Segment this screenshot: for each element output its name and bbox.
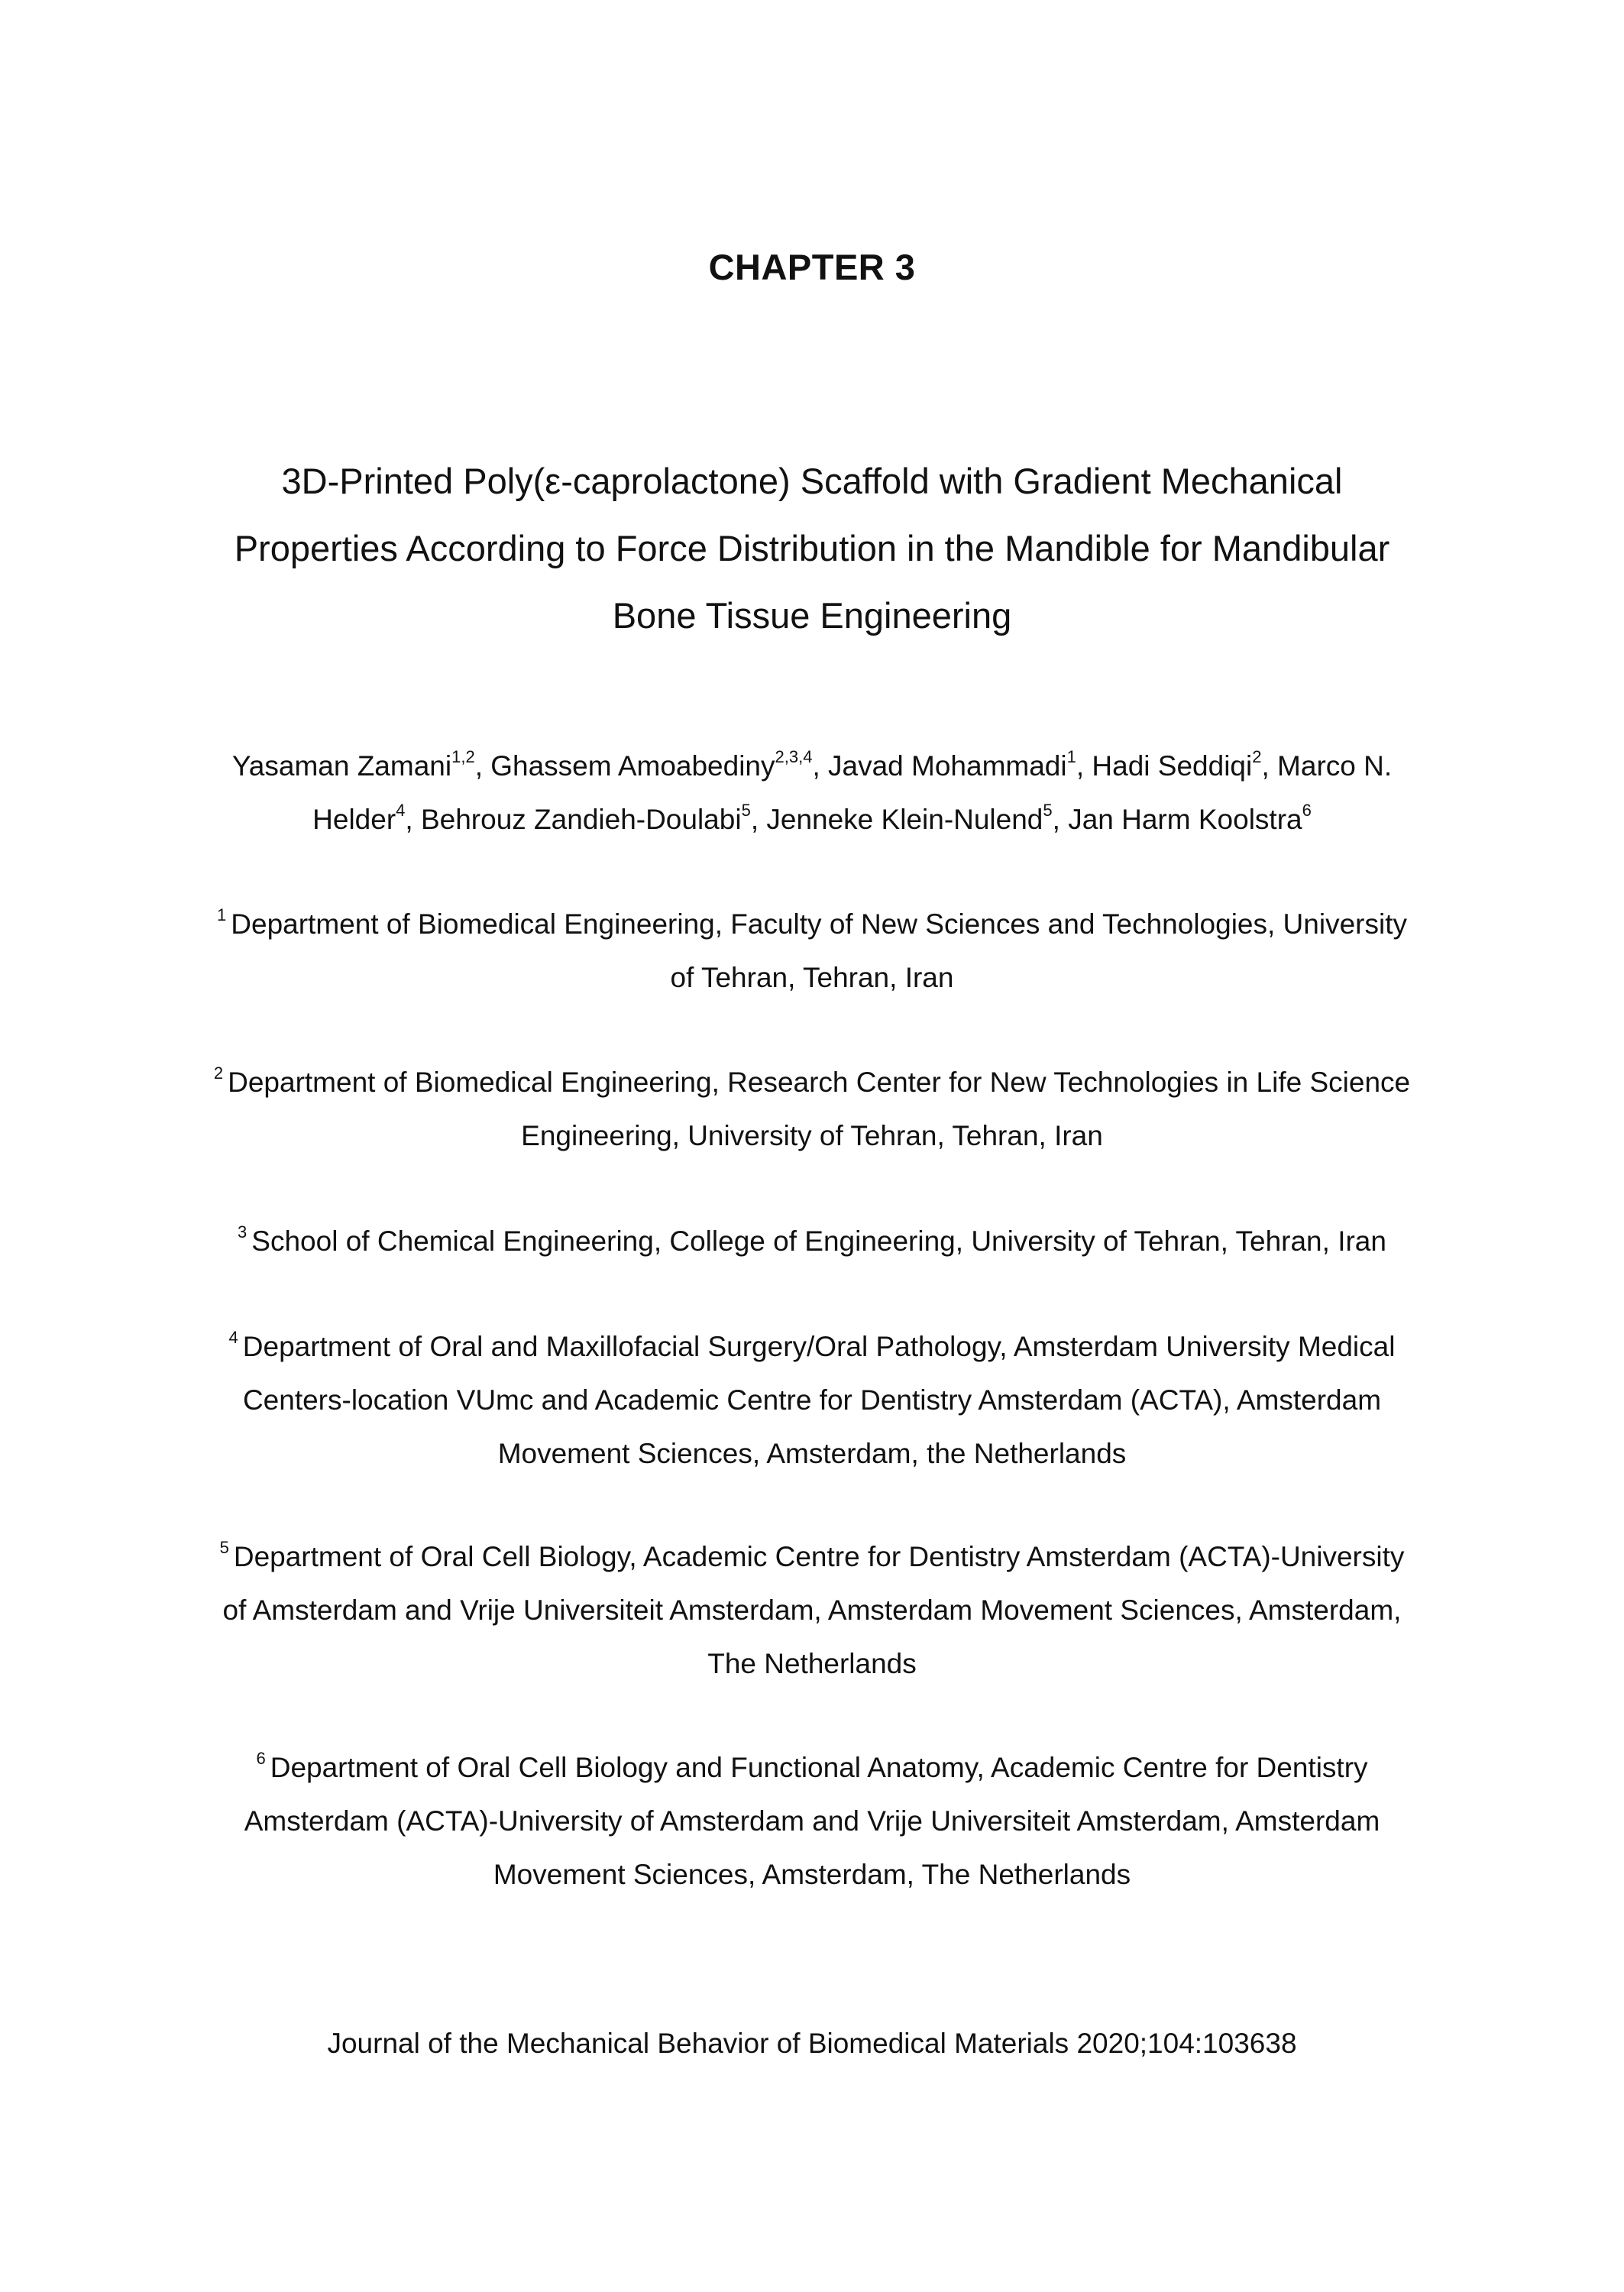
affiliation-1	[115, 898, 1509, 1005]
author-name: Hadi Seddiqi	[1092, 750, 1253, 782]
affiliation-text: School of Chemical Engineering, College of Engineering, University of Tehran, Tehran, Iran	[251, 1225, 1386, 1257]
affiliation-number: 1	[217, 905, 227, 924]
author-affiliation-sup: 1,2	[451, 746, 475, 766]
affiliation-text: of Tehran, Tehran, Iran	[670, 962, 954, 993]
author-name: Jan Harm Koolstra	[1068, 804, 1302, 835]
affiliation-4	[115, 1320, 1509, 1481]
author-line: Helder$^4$, Behrouz Zandieh-Doulabi$^5$, Jenneke Klein-Nulend$^5$, Jan Harm Koolstra$^6$	[312, 800, 1312, 835]
author-list	[115, 740, 1509, 847]
affiliation-text: Amsterdam (ACTA)-University of Amsterdam and Vrije Universiteit Amsterdam, Amsterdam	[244, 1805, 1380, 1837]
affiliation-text: Engineering, University of Tehran, Tehran, Iran	[521, 1120, 1103, 1151]
author-line: Yasaman Zamani$^{1,2}$, Ghassem Amoabediny$^{2,3,4}$, Javad Mohammadi$^1$, Hadi Seddiqi$^2$, Marco N.	[231, 746, 1393, 782]
affiliation-5	[115, 1530, 1509, 1691]
author-name: Jenneke Klein-Nulend	[766, 804, 1043, 835]
author-affiliation-sup: 1	[1066, 746, 1076, 766]
chapter-heading: CHAPTER 3	[708, 247, 916, 287]
affiliation-text: The Netherlands	[707, 1648, 917, 1679]
title-line: 3D-Printed Poly(ε-caprolactone) Scaffold with Gradient Mechanical	[281, 461, 1343, 501]
author-affiliation-sup: 6	[1302, 800, 1312, 820]
author-affiliation-sup: 5	[1043, 800, 1053, 820]
author-name: Javad Mohammadi	[828, 750, 1067, 782]
affiliation-3	[115, 1215, 1509, 1268]
affiliation-text: Department of Biomedical Engineering, Faculty of New Sciences and Technologies, University	[231, 908, 1407, 940]
affiliation-text: Department of Biomedical Engineering, Research Center for New Technologies in Life Science	[228, 1067, 1411, 1098]
affiliation-number: 6	[256, 1748, 266, 1768]
title-line: Properties According to Force Distribution in the Mandible for Mandibular	[234, 528, 1390, 568]
author-name: Behrouz Zandieh-Doulabi	[420, 804, 742, 835]
affiliation-number: 2	[213, 1063, 224, 1083]
affiliation-text: Department of Oral and Maxillofacial Surgery/Oral Pathology, Amsterdam University Medical	[242, 1331, 1396, 1362]
affiliation-text: Movement Sciences, Amsterdam, The Netherlands	[493, 1859, 1131, 1890]
affiliation-number: 5	[219, 1537, 229, 1557]
author-name: Helder	[312, 804, 396, 835]
affiliation-text: Centers-location VUmc and Academic Centre for Dentistry Amsterdam (ACTA), Amsterdam	[242, 1384, 1382, 1416]
journal-citation: Journal of the Mechanical Behavior of Biomedical Materials 2020;104:103638	[327, 2028, 1297, 2059]
paper-title	[137, 448, 1487, 649]
author-affiliation-sup: 2	[1252, 746, 1262, 766]
author-name: Ghassem Amoabediny	[490, 750, 775, 782]
author-name: Marco N.	[1277, 750, 1393, 782]
affiliation-number: 4	[228, 1327, 238, 1347]
affiliation-text: Department of Oral Cell Biology, Academic Centre for Dentistry Amsterdam (ACTA)-University	[233, 1541, 1405, 1572]
title-line: Bone Tissue Engineering	[612, 595, 1012, 636]
affiliation-6	[115, 1741, 1509, 1902]
author-affiliation-sup: 5	[741, 800, 751, 820]
author-name: Yasaman Zamani	[231, 750, 452, 782]
author-affiliation-sup: 2,3,4	[775, 746, 813, 766]
affiliation-number: 3	[238, 1222, 247, 1242]
author-affiliation-sup: 4	[396, 800, 406, 820]
affiliation-2	[115, 1056, 1509, 1163]
affiliation-text: of Amsterdam and Vrije Universiteit Amsterdam, Amsterdam Movement Sciences, Amsterdam,	[222, 1594, 1402, 1626]
affiliation-text: Movement Sciences, Amsterdam, the Netherlands	[497, 1438, 1127, 1469]
affiliation-text: Department of Oral Cell Biology and Functional Anatomy, Academic Centre for Dentistry	[270, 1752, 1368, 1783]
